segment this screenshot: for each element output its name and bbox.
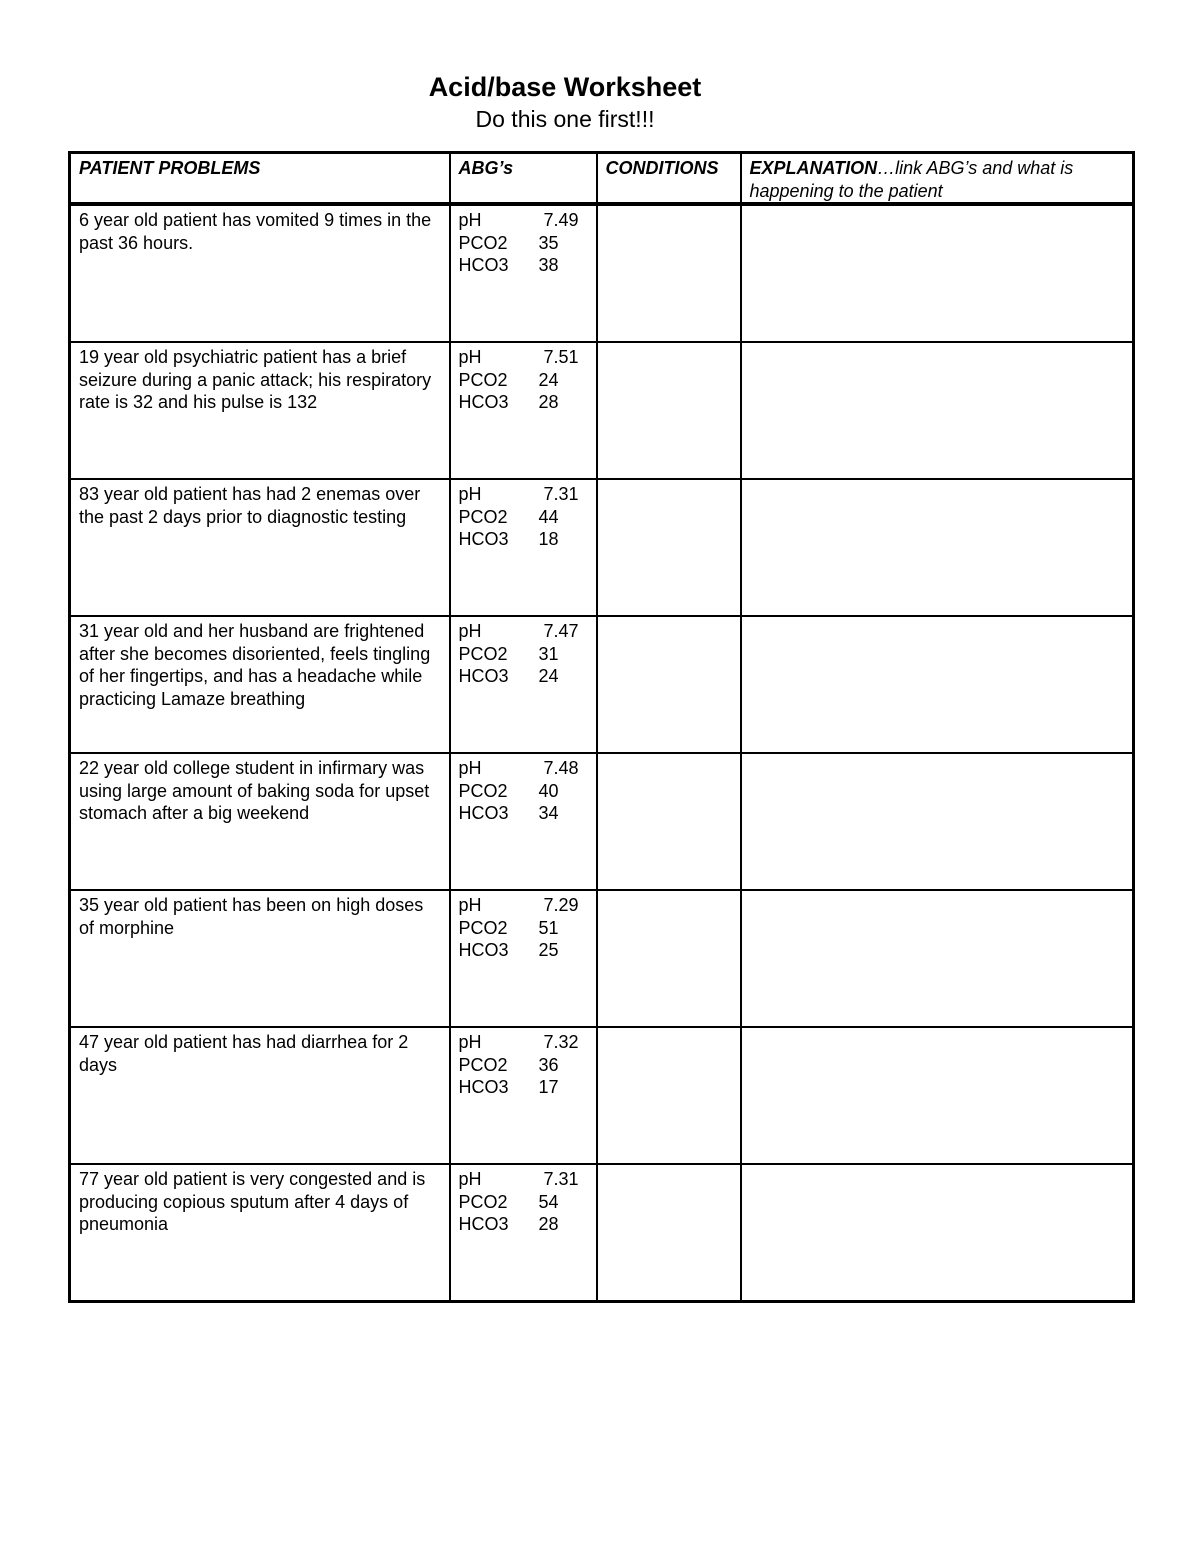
table-row bbox=[70, 890, 1134, 1027]
conditions-cell[interactable] bbox=[597, 616, 741, 753]
abg-cell bbox=[450, 616, 597, 753]
conditions-cell[interactable] bbox=[597, 204, 741, 342]
abg-ph-label: pH bbox=[458, 484, 482, 504]
abg-pco2-label: PCO2 bbox=[458, 917, 508, 938]
explanation-cell[interactable] bbox=[741, 1164, 1134, 1302]
abg-pco2-label: PCO2 bbox=[458, 1054, 508, 1075]
abg-hco3-line bbox=[459, 665, 590, 688]
conditions-cell[interactable] bbox=[597, 890, 741, 1027]
abg-ph-line bbox=[459, 1031, 590, 1054]
abg-pco2-line bbox=[459, 917, 590, 940]
abg-hco3-value: 34 bbox=[538, 803, 559, 823]
abg-ph-line bbox=[459, 620, 590, 643]
abg-pco2-value: 51 bbox=[538, 917, 559, 938]
abg-pco2-label: PCO2 bbox=[458, 232, 508, 253]
abg-pco2-value: 31 bbox=[538, 643, 559, 664]
abg-ph-value: 7.47 bbox=[543, 621, 579, 641]
table-row bbox=[70, 616, 1134, 753]
explanation-cell[interactable] bbox=[741, 342, 1134, 479]
explanation-cell[interactable] bbox=[741, 753, 1134, 890]
abg-cell bbox=[450, 753, 597, 890]
abg-hco3-value: 28 bbox=[538, 392, 559, 412]
abg-pco2-label: PCO2 bbox=[458, 780, 508, 801]
abg-ph-line bbox=[459, 346, 590, 369]
abg-hco3-label: HCO3 bbox=[458, 1077, 509, 1097]
conditions-cell[interactable] bbox=[597, 1164, 741, 1302]
patient-problem-cell: 22 year old college student in infirmary was using large amount of baking soda for upset stomach after a big weekend bbox=[70, 753, 450, 890]
header-explanation-bold: EXPLANATION bbox=[749, 158, 878, 178]
abg-hco3-value: 38 bbox=[538, 255, 559, 275]
patient-problem-cell: 35 year old patient has been on high doses of morphine bbox=[70, 890, 450, 1027]
header-conditions: CONDITIONS bbox=[597, 153, 741, 205]
abg-hco3-label: HCO3 bbox=[458, 940, 509, 960]
abg-ph-label: pH bbox=[458, 621, 482, 641]
abg-ph-label: pH bbox=[458, 895, 482, 915]
patient-problem-cell: 31 year old and her husband are frightened after she becomes disoriented, feels tingling of her fingertips, and has a headache while practicing Lamaze breathing bbox=[70, 616, 450, 753]
worksheet-subtitle: Do this one first!!! bbox=[475, 106, 655, 132]
abg-cell bbox=[450, 479, 597, 616]
abg-pco2-line bbox=[459, 780, 590, 803]
abg-ph-label: pH bbox=[458, 1032, 482, 1052]
abg-hco3-value: 24 bbox=[538, 666, 559, 686]
table-row bbox=[70, 1164, 1134, 1302]
abg-ph-label: pH bbox=[458, 1169, 482, 1189]
conditions-cell[interactable] bbox=[597, 753, 741, 890]
header-abgs: ABG’s bbox=[450, 153, 597, 205]
abg-pco2-label: PCO2 bbox=[458, 369, 508, 390]
abg-pco2-label: PCO2 bbox=[458, 643, 508, 664]
patient-problem-cell: 47 year old patient has had diarrhea for 2 days bbox=[70, 1027, 450, 1164]
conditions-cell[interactable] bbox=[597, 342, 741, 479]
abg-pco2-label: PCO2 bbox=[458, 506, 508, 527]
abg-cell bbox=[450, 204, 597, 342]
explanation-cell[interactable] bbox=[741, 1027, 1134, 1164]
abg-hco3-line bbox=[459, 254, 590, 277]
worksheet-title: Acid/base Worksheet bbox=[428, 72, 702, 102]
abg-ph-line bbox=[459, 483, 590, 506]
explanation-cell[interactable] bbox=[741, 204, 1134, 342]
abg-hco3-label: HCO3 bbox=[458, 392, 509, 412]
header-explanation bbox=[741, 153, 1134, 205]
abg-hco3-line bbox=[459, 391, 590, 414]
abg-hco3-label: HCO3 bbox=[458, 803, 509, 823]
patient-problem-cell: 19 year old psychiatric patient has a brief seizure during a panic attack; his respiratory rate is 32 and his pulse is 132 bbox=[70, 342, 450, 479]
abg-pco2-value: 24 bbox=[538, 369, 559, 390]
abg-pco2-label: PCO2 bbox=[458, 1191, 508, 1212]
abg-ph-label: pH bbox=[458, 758, 482, 778]
abg-ph-line bbox=[459, 1168, 590, 1191]
abg-hco3-line bbox=[459, 1076, 590, 1099]
patient-problem-cell: 83 year old patient has had 2 enemas over the past 2 days prior to diagnostic testing bbox=[70, 479, 450, 616]
abg-pco2-value: 44 bbox=[538, 506, 559, 527]
table-row bbox=[70, 1027, 1134, 1164]
abg-ph-value: 7.51 bbox=[543, 347, 579, 367]
abg-hco3-value: 18 bbox=[538, 529, 559, 549]
abg-pco2-line bbox=[459, 232, 590, 255]
conditions-cell[interactable] bbox=[597, 479, 741, 616]
header-explanation-note: …link ABG’s and what is happening to the patient bbox=[749, 158, 1074, 201]
abg-pco2-line bbox=[459, 506, 590, 529]
table-row bbox=[70, 204, 1134, 342]
header-row bbox=[70, 153, 1134, 205]
abg-ph-label: pH bbox=[458, 210, 482, 230]
abg-hco3-line bbox=[459, 802, 590, 825]
abg-hco3-value: 28 bbox=[538, 1214, 559, 1234]
abg-pco2-value: 40 bbox=[538, 780, 559, 801]
table-row bbox=[70, 479, 1134, 616]
abg-ph-line bbox=[459, 894, 590, 917]
abg-ph-value: 7.48 bbox=[543, 758, 579, 778]
abg-ph-value: 7.31 bbox=[543, 1169, 579, 1189]
abg-pco2-value: 54 bbox=[538, 1191, 559, 1212]
abg-pco2-line bbox=[459, 1191, 590, 1214]
abg-ph-value: 7.31 bbox=[543, 484, 579, 504]
abg-ph-line bbox=[459, 757, 590, 780]
header-patient-problems: PATIENT PROBLEMS bbox=[70, 153, 450, 205]
abg-hco3-value: 17 bbox=[538, 1077, 559, 1097]
patient-problem-cell: 6 year old patient has vomited 9 times in the past 36 hours. bbox=[70, 204, 450, 342]
abg-hco3-line bbox=[459, 528, 590, 551]
abg-pco2-line bbox=[459, 643, 590, 666]
abg-ph-label: pH bbox=[458, 347, 482, 367]
abg-hco3-label: HCO3 bbox=[458, 1214, 509, 1234]
abg-hco3-label: HCO3 bbox=[458, 255, 509, 275]
explanation-cell[interactable] bbox=[741, 890, 1134, 1027]
abg-pco2-value: 35 bbox=[538, 232, 559, 253]
abg-cell bbox=[450, 342, 597, 479]
abg-pco2-line bbox=[459, 369, 590, 392]
abg-ph-value: 7.32 bbox=[543, 1032, 579, 1052]
abg-cell bbox=[450, 1027, 597, 1164]
abg-hco3-line bbox=[459, 1213, 590, 1236]
abg-hco3-label: HCO3 bbox=[458, 529, 509, 549]
patient-problem-cell: 77 year old patient is very congested and is producing copious sputum after 4 days of pneumonia bbox=[70, 1164, 450, 1302]
abg-hco3-label: HCO3 bbox=[458, 666, 509, 686]
worksheet-table bbox=[68, 151, 1135, 1303]
abg-cell bbox=[450, 1164, 597, 1302]
abg-pco2-line bbox=[459, 1054, 590, 1077]
explanation-cell[interactable] bbox=[741, 479, 1134, 616]
abg-ph-value: 7.49 bbox=[543, 210, 579, 230]
abg-pco2-value: 36 bbox=[538, 1054, 559, 1075]
conditions-cell[interactable] bbox=[597, 1027, 741, 1164]
table-row bbox=[70, 753, 1134, 890]
abg-ph-value: 7.29 bbox=[543, 895, 579, 915]
abg-hco3-line bbox=[459, 939, 590, 962]
abg-hco3-value: 25 bbox=[538, 940, 559, 960]
abg-ph-line bbox=[459, 209, 590, 232]
explanation-cell[interactable] bbox=[741, 616, 1134, 753]
abg-cell bbox=[450, 890, 597, 1027]
table-row bbox=[70, 342, 1134, 479]
